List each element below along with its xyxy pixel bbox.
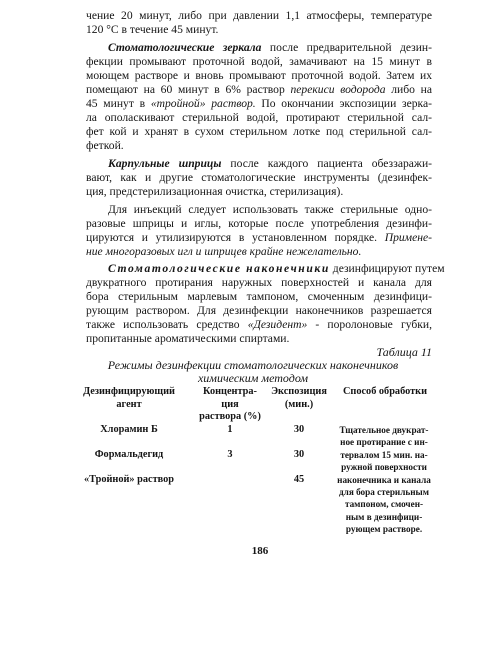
text-line: феткой. — [86, 139, 124, 152]
table-cell-agent: Формальдегид — [94, 449, 164, 460]
table-cell-concentration: 3 — [227, 449, 233, 460]
page-number: 186 — [251, 545, 269, 557]
term-dezident: «Дезидент» — [247, 318, 308, 331]
text-line: Для инъекций следует использовать также стерильные одно- — [108, 203, 432, 216]
table-cell-agent: Хлорамин Б — [100, 424, 158, 435]
text-line: разовые шприцы и иглы, которые после употребления дезинфи- — [86, 217, 432, 230]
text-line: Стоматологические наконечники дезинфицируют путем — [108, 262, 445, 275]
term-mirrors: Стоматологические зеркала — [108, 41, 262, 54]
table-number: Таблица 11 — [376, 345, 432, 359]
table-cell-exposure: 45 — [293, 474, 305, 485]
table-cell-exposure: 30 — [293, 449, 305, 460]
term-handpieces: Стоматологические наконечники — [108, 262, 330, 275]
term-carpule-syringes: Карпульные шприцы — [108, 157, 222, 170]
text-line: фет кой и хранят в сухом стерильном лотке под стерильной сал- — [86, 125, 432, 138]
text-line: ние многоразовых игл и шприцев крайне нежелательно. — [86, 245, 362, 258]
text-line: Стоматологические зеркала после предварительной дезин- — [108, 41, 432, 54]
header-concentration: Концентра- ция раствора (%) — [199, 386, 261, 422]
header-method: Способ обработки — [342, 386, 428, 397]
table-caption: химическим методом — [197, 371, 309, 385]
text-line: моющем растворе и вновь промывают проточной водой. Затем их — [86, 69, 432, 82]
table-cell-exposure: 30 — [293, 424, 305, 435]
table-cell-agent: «Тройной» раствор — [83, 474, 175, 485]
text-line: фекции промывают проточной водой, замачивают на 15 минут в — [86, 55, 432, 68]
header-exposure: Экспозиция (мин.) — [271, 386, 327, 410]
term-triple-solution: «тройной» раствор. — [150, 97, 256, 110]
text-line: вают, как и другие стоматологические инструменты (дезинфек- — [86, 171, 432, 184]
header-agent: Дезинфицирующий агент — [83, 386, 175, 410]
text-line: также использовать средство «Дезидент» - поролоновые губки, — [86, 318, 432, 331]
text-line: рующим раствором. Для дезинфекции наконечников разрешается — [86, 304, 432, 317]
table-caption: Режимы дезинфекции стоматологических наконечников — [107, 358, 399, 372]
term-hydrogen-peroxide: перекиси водорода — [290, 83, 386, 96]
text-line: 45 минут в «тройной» раствор. По окончании экспозиции зерка- — [86, 97, 433, 110]
text-line: чение 20 минут, либо при давлении 1,1 атмосферы, температуре — [86, 9, 432, 22]
table-cell-method: Тщательное двукрат- ное протирание с ин- тервалом 15 мин. на- ружной поверхности наконечника и канала для бора стерильным тампоном, смочен- ным в дезинфици- рующем растворе. — [337, 425, 431, 535]
text-line: пропитанные ароматическими спиртами. — [86, 332, 290, 345]
text-line: ла ополаскивают стерильной водой, протирают стерильной сал- — [86, 111, 432, 124]
text-line: бора стерильным марлевым тампоном, смоченным дезинфици- — [86, 290, 432, 303]
text-line: двукратного протирания наружных поверхностей и канала для — [86, 276, 432, 289]
text-line: цируются и утилизируются в установленном порядке. Примене- — [86, 231, 432, 244]
text-line: ция, предстерилизационная очистка, стерилизация). — [86, 185, 344, 198]
text-line: 120 °С в течение 45 минут. — [86, 23, 219, 36]
text-line: Карпульные шприцы после каждого пациента обеззаражи- — [108, 157, 433, 170]
table-cell-concentration: 1 — [227, 424, 233, 435]
text-line: помещают на 60 минут в 6% раствор перекиси водорода либо на — [86, 83, 432, 96]
